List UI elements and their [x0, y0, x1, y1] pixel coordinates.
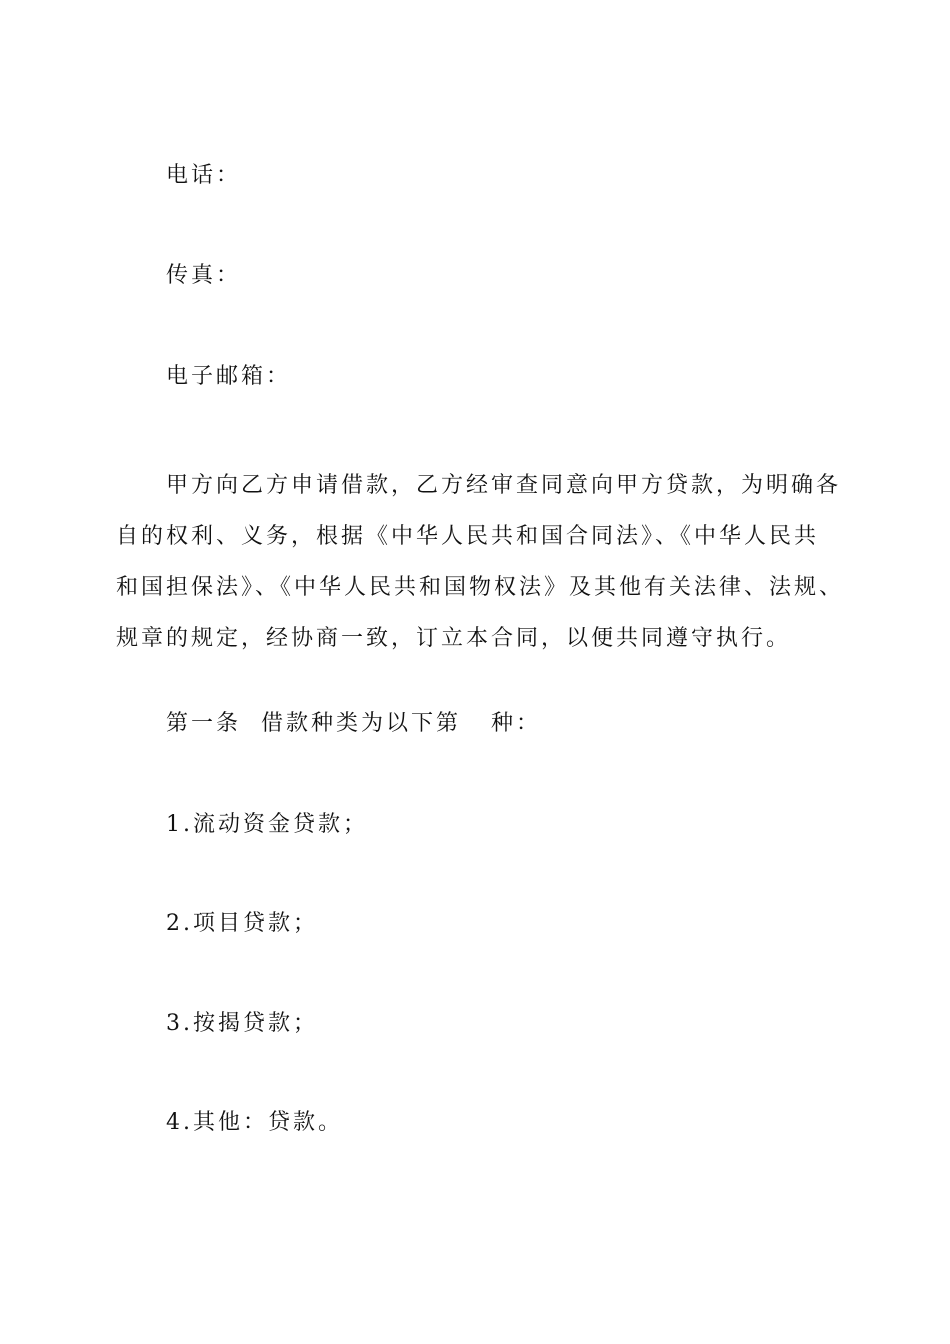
- phone-label: 电话：: [166, 163, 242, 188]
- fax-label: 传真：: [166, 263, 242, 288]
- intro-line: 规章的规定，经协商一致，订立本合同，以便共同遵守执行。: [116, 626, 792, 651]
- intro-line: 自的权利、义务，根据《中华人民共和国合同法》、《中华人民共: [116, 524, 820, 549]
- article-1-heading: 第一条 借款种类为以下第 种：: [166, 711, 541, 736]
- list-item: 2.项目贷款；: [166, 911, 318, 936]
- intro-paragraph: [116, 460, 846, 664]
- intro-line: 甲方向乙方申请借款，乙方经审查同意向甲方贷款，为明确各: [166, 473, 842, 498]
- list-item: 3.按揭贷款；: [166, 1011, 318, 1036]
- intro-line: 和国担保法》、《中华人民共和国物权法》及其他有关法律、法规、: [116, 575, 845, 600]
- list-item: 1.流动资金贷款；: [166, 812, 368, 837]
- email-label: 电子邮箱：: [166, 364, 292, 389]
- list-item: 4.其他：贷款。: [166, 1110, 343, 1135]
